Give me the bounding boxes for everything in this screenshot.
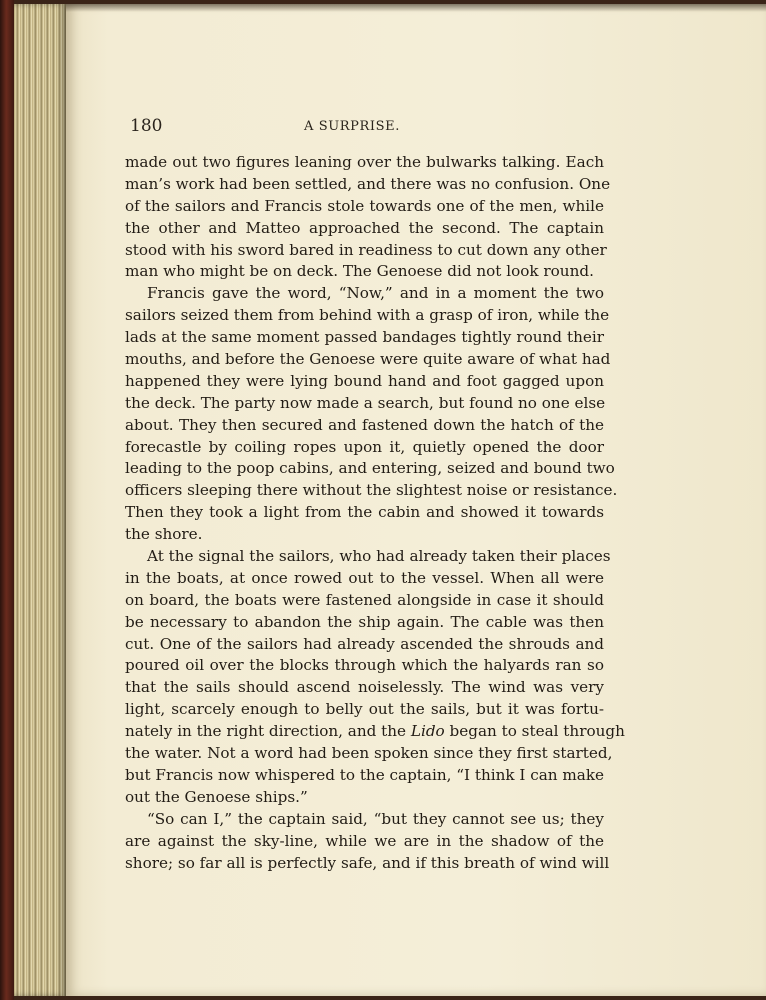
text-line: stood with his sword bared in readiness to cut down any other (125, 240, 607, 259)
text-line: At the signal the sailors, who had already taken their places (147, 547, 611, 566)
text-line: man’s work had been settled, and there was no confusion. One (125, 174, 611, 193)
text-line: on board, the boats were fastened alongside in case it should (125, 590, 604, 609)
page-number: 180 (130, 116, 163, 136)
text-line: light, scarcely enough to belly out the sails, but it was fortu- (125, 700, 604, 719)
text-line: Then they took a light from the cabin and showed it towards (125, 503, 604, 522)
text-line: that the sails should ascend noiselessly. The wind was very (125, 678, 604, 697)
text-line: be necessary to abandon the ship again. The cable was then (125, 612, 604, 631)
text-line: the shore. (125, 525, 203, 544)
running-title: A SURPRISE. (304, 119, 400, 134)
text-line: of the sailors and Francis stole towards one of the men, while (125, 196, 604, 215)
text-line: out the Genoese ships.” (125, 787, 308, 806)
body-text (125, 152, 625, 874)
paragraph (125, 546, 625, 809)
text-line: poured oil over the blocks through which the halyards ran so (125, 656, 604, 675)
text-line: but Francis now whispered to the captain, “I think I can make (125, 765, 605, 784)
paragraph (125, 809, 610, 875)
text-line: officers sleeping there without the slightest noise or resistance. (125, 481, 618, 500)
text-line: in the boats, at once rowed out to the vessel. When all were (125, 568, 604, 587)
text-line: are against the sky-line, while we are in the shadow of the (125, 831, 604, 850)
text-line: made out two figures leaning over the bulwarks talking. Each (125, 153, 604, 171)
paragraph (125, 152, 611, 283)
text-line: mouths, and before the Genoese were quite aware of what had (125, 350, 611, 369)
text-line: the other and Matteo approached the second. The captain (125, 218, 604, 237)
page-header (130, 116, 670, 142)
page-edges (14, 4, 66, 996)
page-top-shadow (66, 4, 766, 12)
text-line: man who might be on deck. The Genoese did not look round. (125, 262, 594, 281)
text-line: the water. Not a word had been spoken since they first started, (125, 744, 613, 763)
text-line: nately in the right direction, and the Lido began to steal through (125, 722, 625, 741)
text-line: about. They then secured and fastened down the hatch of the (125, 415, 604, 434)
paragraph (125, 283, 618, 546)
text-line: leading to the poop cabins, and entering, seized and bound two (125, 459, 615, 478)
text-line: sailors seized them from behind with a grasp of iron, while the (125, 306, 610, 325)
text-line: lads at the same moment passed bandages tightly round their (125, 328, 604, 347)
text-line: shore; so far all is perfectly safe, and if this breath of wind will (125, 853, 610, 872)
text-line: cut. One of the sailors had already ascended the shrouds and (125, 634, 604, 653)
text-line: “So can I,” the captain said, “but they cannot see us; they (147, 809, 604, 828)
text-line: Francis gave the word, “Now,” and in a moment the two (147, 284, 604, 303)
text-line: the deck. The party now made a search, but found no one else (125, 393, 606, 412)
text-line: happened they were lying bound hand and foot gagged upon (125, 371, 604, 390)
text-line: forecastle by coiling ropes upon it, quietly opened the door (125, 437, 604, 456)
book-cover-edge (0, 0, 14, 1000)
